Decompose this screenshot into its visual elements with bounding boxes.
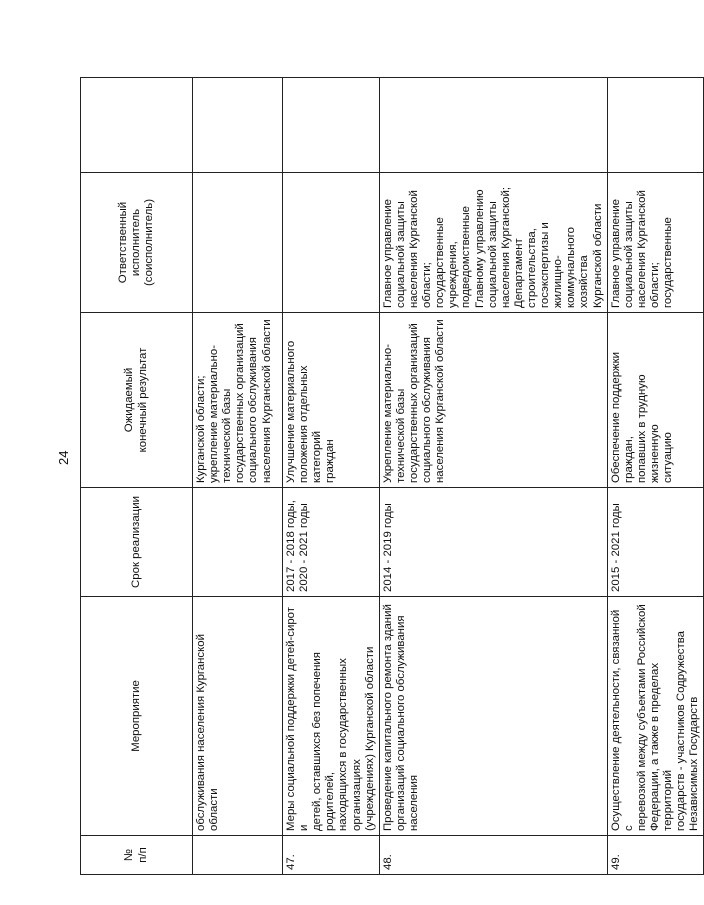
extra-cell xyxy=(607,78,704,173)
column-header-extra xyxy=(81,78,193,173)
column-header-activity: Мероприятие xyxy=(81,597,193,836)
table-header-row xyxy=(81,78,193,875)
table-row xyxy=(379,78,607,875)
program-activities-table xyxy=(80,77,704,875)
row-number-cell: 49. xyxy=(607,836,704,875)
column-header-result: Ожидаемый конечный результат xyxy=(81,313,193,488)
column-header-number: № п/п xyxy=(81,836,193,875)
activity-cell: Меры социальной поддержки детей-сирот и детей, оставшихся без попечения родителей, находящихся в государственных организациях (учреждениях) Курганской области xyxy=(283,597,380,836)
column-header-executor: Ответственный исполнитель (соисполнитель) xyxy=(81,173,193,313)
page-number: 24 xyxy=(56,450,71,465)
extra-cell xyxy=(379,78,607,173)
executor-cell xyxy=(193,173,283,313)
result-cell: Улучшение материального положения отдельных категорий граждан xyxy=(283,313,380,488)
period-cell: 2017 - 2018 годы, 2020 - 2021 годы xyxy=(283,488,380,597)
activity-cell: обслуживания населения Курганской области xyxy=(193,597,283,836)
activity-cell: Проведение капитального ремонта зданий организаций социального обслуживания населения xyxy=(379,597,607,836)
table-row xyxy=(283,78,380,875)
executor-cell xyxy=(283,173,380,313)
column-header-period: Срок реализации xyxy=(81,488,193,597)
result-cell: Курганской области; укрепление материально- технической базы государственных организаций социального обслуживания населения Курганской области xyxy=(193,313,283,488)
period-cell xyxy=(193,488,283,597)
result-cell: Обеспечение поддержки граждан, попавших в трудную жизненную ситуацию xyxy=(607,313,704,488)
result-cell: Укрепление материально- технической базы государственных организаций социального обслуживания населения Курганской области xyxy=(379,313,607,488)
period-cell: 2015 - 2021 годы xyxy=(607,488,704,597)
period-cell: 2014 - 2019 годы xyxy=(379,488,607,597)
row-number-cell: 48. xyxy=(379,836,607,875)
document-page xyxy=(50,35,701,875)
row-number-cell: 47. xyxy=(283,836,380,875)
table-row xyxy=(193,78,283,875)
activity-cell: Осуществление деятельности, связанной с перевозкой между субъектами Российской Федерации, а также в пределах территорий государств - участников Содружества Независимых Государств xyxy=(607,597,704,836)
extra-cell xyxy=(283,78,380,173)
table-row xyxy=(607,78,704,875)
extra-cell xyxy=(193,78,283,173)
executor-cell: Главное управление социальной защиты населения Курганской области; государственные xyxy=(607,173,704,313)
executor-cell: Главное управление социальной защиты населения Курганской области; государственные учреждения, подведомственные Главному управлению социальной защиты населения Курганской; Департамент строительства, госэкспертизы и жилищно- коммунального хозяйства Курганской области xyxy=(379,173,607,313)
row-number-cell xyxy=(193,836,283,875)
